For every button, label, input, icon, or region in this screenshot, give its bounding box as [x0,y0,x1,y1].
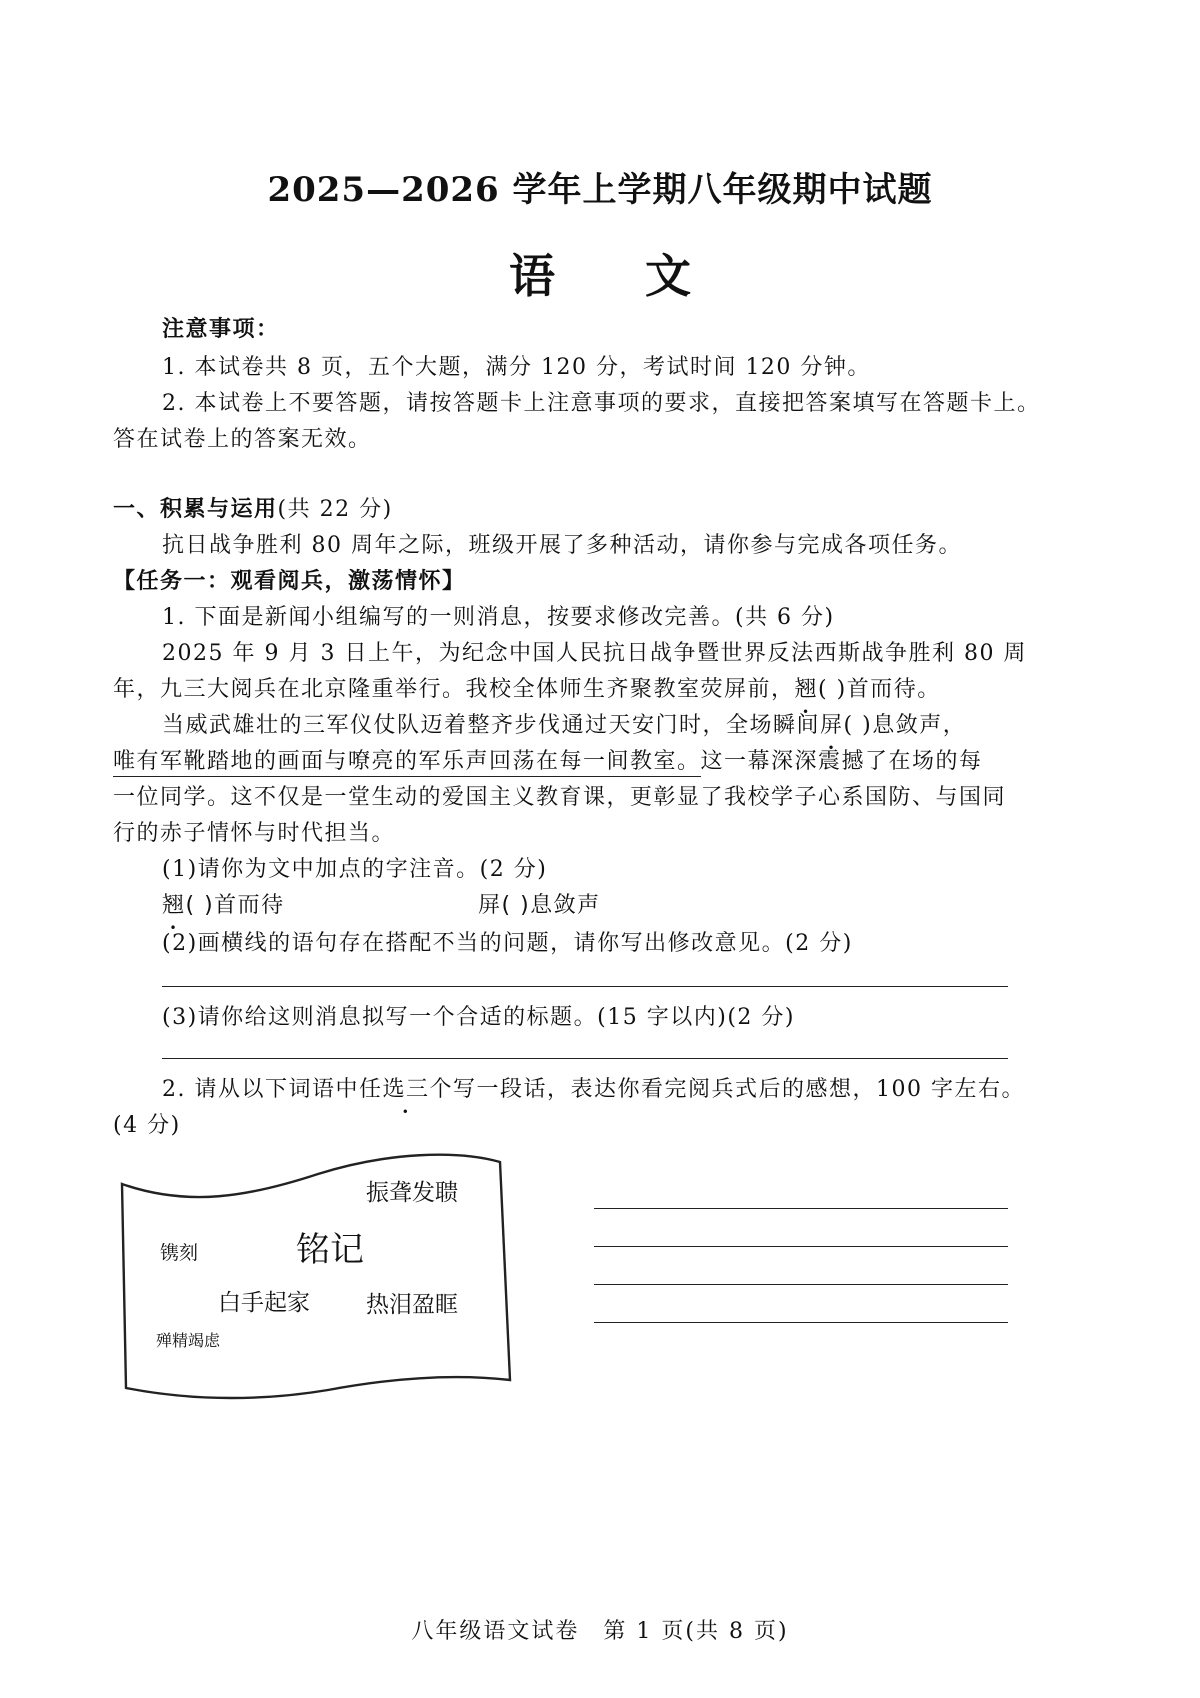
sub-question-3: (3)请你给这则消息拟写一个合适的标题。(15 字以内)(2 分) [162,1005,795,1030]
question-2-text: 2. 请从以下词语中 [162,1077,359,1102]
question-2-line2: (4 分) [113,1113,181,1138]
sub-question-1: (1)请你为文中加点的字注音。(2 分) [162,857,548,882]
notes-item-2-line1: 2. 本试卷上不要答题，请按答题卡上注意事项的要求，直接把答案填写在答题卡上。 [162,391,1041,416]
question-2-text: 写一段话，表达你看完阅兵式后的感想，100 字左右。 [453,1077,1025,1102]
news-text: 年，九三大阅兵在北京隆重举行。我校全体师生齐聚教室荧屏前， [113,677,795,702]
section-1-intro: 抗日战争胜利 80 周年之际，班级开展了多种活动，请你参与完成各项任务。 [162,533,962,558]
word-danjingjielv: 殚精竭虑 [156,1331,221,1350]
word-mingji: 铭记 [296,1230,364,1270]
notes-heading: 注意事项： [162,316,280,342]
question-1: 1. 下面是新闻小组编写的一则消息，按要求修改完善。(共 6 分) [162,605,835,630]
word-baishouqijia: 白手起家 [218,1290,310,1316]
exam-title: 2025—2026 学年上学期八年级期中试题 [267,170,933,210]
writing-line [594,1284,1008,1285]
news-p2-line1 [162,708,966,739]
underlined-sentence: 唯有军靴踏地的画面与嘹亮的军乐声回荡在每一间教室。 [113,749,701,777]
word-zhenlongfakui: 振聋发聩 [366,1180,458,1206]
dotted-char-qiao: 翘 [794,677,819,702]
word-card [118,1152,518,1402]
task-1-heading: 【任务一：观看阅兵，激荡情怀】 [113,568,466,594]
notes-item-1: 1. 本试卷共 8 页，五个大题，满分 120 分，考试时间 120 分钟。 [162,355,871,380]
section-1-title: 一、积累与运用 [113,496,278,522]
news-text: 这一幕深深震撼了在场的每 [700,749,983,774]
flag-outline [118,1152,518,1402]
dotted-char-qiao: 翘 [162,893,186,918]
word-reileiyingkuang: 热泪盈眶 [366,1292,458,1318]
subject-title: 语文 [509,249,781,303]
answer-line [162,986,1008,987]
news-p2-line4: 行的赤子情怀与时代担当。 [113,821,396,846]
pinyin-item-a-rest: ( )首而待 [185,893,285,918]
question-2-line1 [162,1072,1025,1103]
pinyin-item-b: 屏( )息敛声 [478,893,601,918]
writing-line [594,1322,1008,1323]
page-footer: 八年级语文试卷 第 1 页(共 8 页) [411,1619,789,1644]
writing-line [594,1246,1008,1247]
section-1-points: (共 22 分) [277,497,393,522]
news-text: ( )首而待。 [818,677,941,702]
word-juanke: 镌刻 [160,1242,199,1264]
news-p2-line2 [113,744,983,775]
news-p2-line3: 一位同学。这不仅是一堂生动的爱国主义教育课，更彰显了我校学子心系国防、与国同 [113,785,1007,810]
section-1-heading [113,492,393,523]
emphasized-words: 任选三个 [358,1077,453,1102]
news-p1-line1: 2025 年 9 月 3 日上午，为纪念中国人民抗日战争暨世界反法西斯战争胜利 80 周 [162,641,1027,666]
dotted-char-bing: 屏 [820,713,844,738]
answer-line [162,1058,1008,1059]
sub-question-2: (2)画横线的语句存在搭配不当的问题，请你写出修改意见。(2 分) [162,931,853,956]
pinyin-item-a [162,888,285,919]
news-p1-line2 [113,672,941,703]
writing-line [594,1208,1008,1209]
notes-item-2-line2: 答在试卷上的答案无效。 [113,427,372,452]
news-text: 当威武雄壮的三军仪仗队迈着整齐步伐通过天安门时，全场瞬间 [162,713,821,738]
news-text: ( )息敛声， [843,713,967,738]
